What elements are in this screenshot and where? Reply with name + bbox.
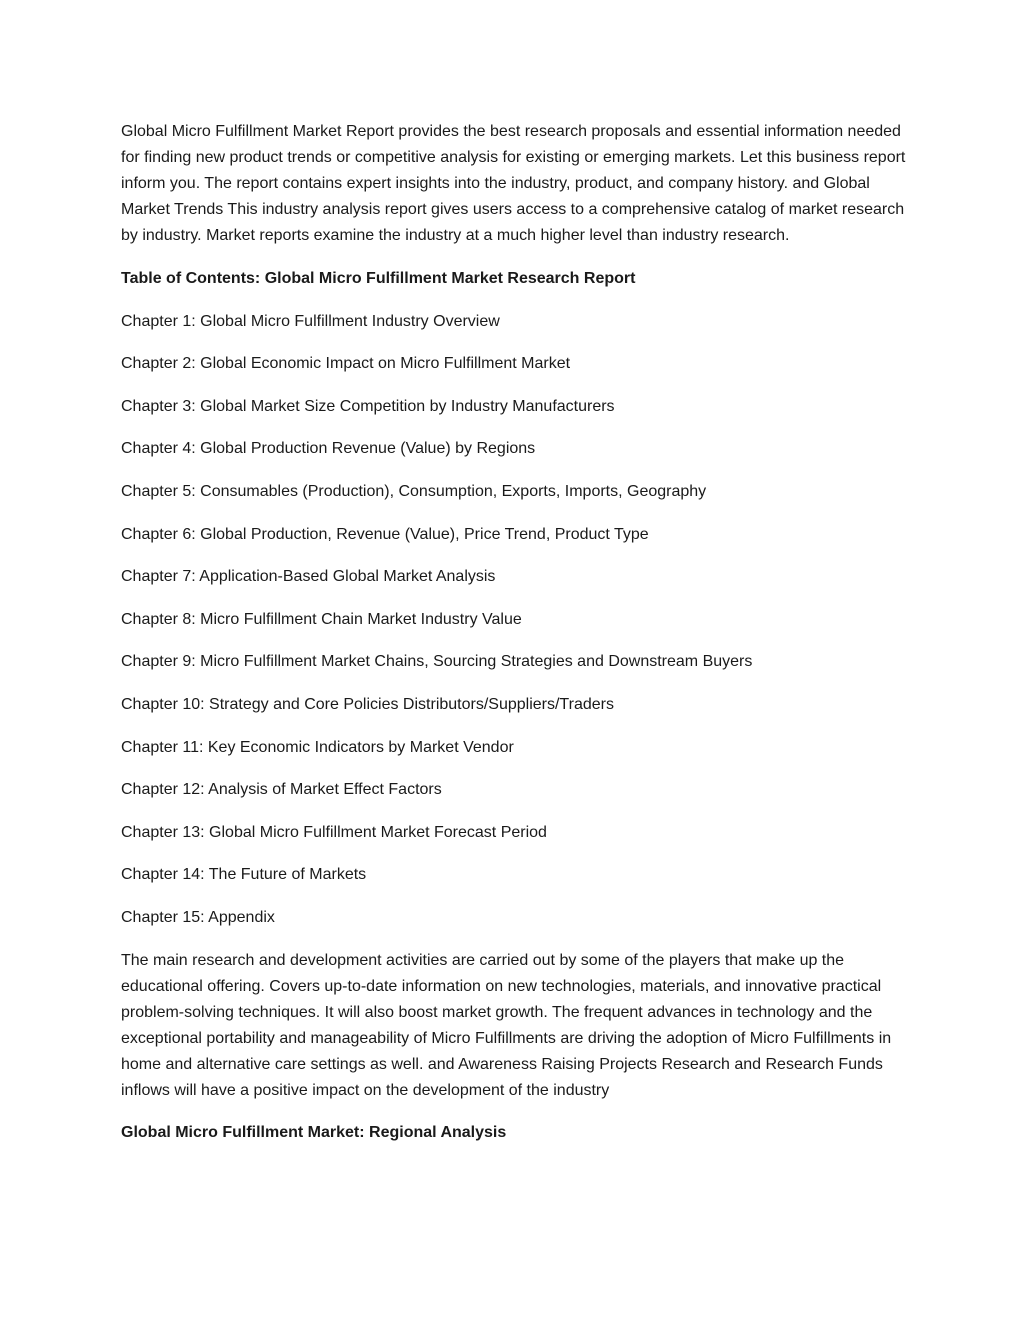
chapter-item: Chapter 6: Global Production, Revenue (Value), Price Trend, Product Type [121,525,649,543]
chapter-item: Chapter 12: Analysis of Market Effect Factors [121,781,442,799]
chapter-item: Chapter 14: The Future of Markets [121,866,367,884]
chapter-list [121,309,911,931]
section-heading: Global Micro Fulfillment Market: Regional Analysis [121,1123,507,1141]
chapter-item: Chapter 3: Global Market Size Competition by Industry Manufacturers [121,397,615,415]
chapter-item: Chapter 5: Consumables (Production), Consumption, Exports, Imports, Geography [121,482,707,500]
chapter-item: Chapter 7: Application-Based Global Market Analysis [121,568,496,586]
chapter-item: Chapter 8: Micro Fulfillment Chain Market Industry Value [121,610,522,628]
chapter-item: Chapter 11: Key Economic Indicators by Market Vendor [121,738,514,756]
chapter-item: Chapter 13: Global Micro Fulfillment Market Forecast Period [121,823,547,841]
body-paragraph: The main research and development activities are carried out by some of the players that make up the educational offering. Covers up-to-date information on new technologies, materials, and innovative practical problem-solving techniques. It will also boost market growth. The frequent advances in technology and the exceptional portability and manageability of Micro Fulfillments are driving the adoption of Micro Fulfillments in home and alternative care settings as well. and Awareness Raising Projects Research and Research Funds inflows will have a positive impact on the development of the industry [121,951,892,1099]
toc-heading: Table of Contents: Global Micro Fulfillment Market Research Report [121,270,636,287]
intro-paragraph: Global Micro Fulfillment Market Report provides the best research proposals and essential information needed for finding new product trends or competitive analysis for existing or emerging markets. Let this business report inform you. The report contains expert insights into the industry, product, and company history. and Global Market Trends This industry analysis report gives users access to a comprehensive catalog of market research by industry. Market reports examine the industry at a much higher level than industry research. [121,123,906,244]
chapter-item: Chapter 1: Global Micro Fulfillment Industry Overview [121,312,500,330]
chapter-item: Chapter 4: Global Production Revenue (Value) by Regions [121,440,536,458]
chapter-item: Chapter 2: Global Economic Impact on Micro Fulfillment Market [121,355,571,373]
chapter-item: Chapter 15: Appendix [121,908,275,926]
chapter-item: Chapter 9: Micro Fulfillment Market Chains, Sourcing Strategies and Downstream Buyers [121,653,753,671]
document-page [121,119,911,1146]
chapter-item: Chapter 10: Strategy and Core Policies Distributors/Suppliers/Traders [121,695,614,713]
